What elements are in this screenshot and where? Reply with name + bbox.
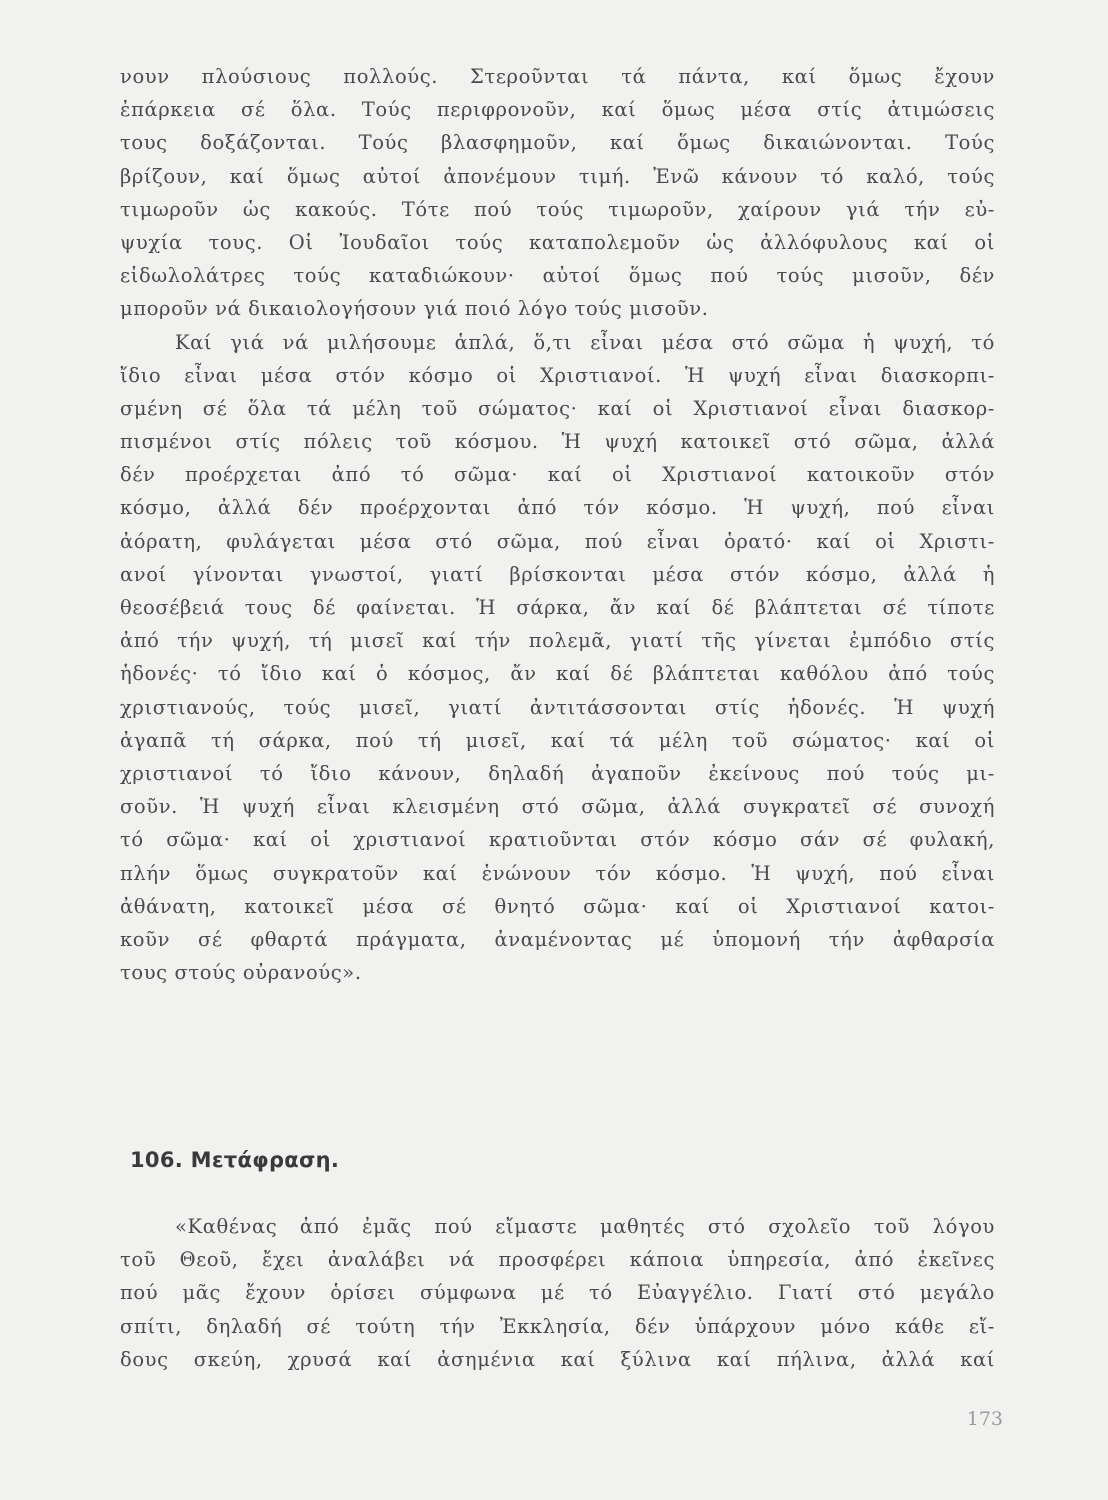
text-line: τό σῶμα· καί οἱ χριστιανοί κρατιοῦνται στόν κόσμο σάν σέ φυλακή, xyxy=(120,828,995,852)
text-line: κόσμο, ἀλλά δέν προέρχονται ἀπό τόν κόσμο. Ἡ ψυχή, πού εἶναι xyxy=(120,496,995,520)
section-heading: 106. Μετάφραση. xyxy=(130,1148,340,1172)
text-line: χριστιανοί τό ἴδιο κάνουν, δηλαδή ἀγαποῦν ἐκείνους πού τούς μι- xyxy=(120,761,995,785)
text-line: «Καθένας ἀπό ἐμᾶς πού εἴμαστε μαθητές στό σχολεῖο τοῦ λόγου xyxy=(175,1215,995,1238)
text-line: πισμένοι στίς πόλεις τοῦ κόσμου. Ἡ ψυχή κατοικεῖ στό σῶμα, ἀλλά xyxy=(120,430,995,454)
text-line: τιμωροῦν ὡς κακούς. Τότε πού τούς τιμωροῦν, χαίρουν γιά τήν εὐ- xyxy=(120,197,995,221)
text-line: Καί γιά νά μιλήσουμε ἁπλά, ὅ,τι εἶναι μέσα στό σῶμα ἡ ψυχή, τό xyxy=(175,330,995,354)
text-line: ψυχία τους. Οἱ Ἰουδαῖοι τούς καταπολεμοῦν ὡς ἀλλόφυλους καί οἱ xyxy=(120,230,995,254)
text-line: ἀόρατη, φυλάγεται μέσα στό σῶμα, πού εἶναι ὁρατό· καί οἱ Χριστι- xyxy=(120,529,995,553)
text-line: μποροῦν νά δικαιολογήσουν γιά ποιό λόγο τούς μισοῦν. xyxy=(120,297,709,321)
text-line: τοῦ Θεοῦ, ἔχει ἀναλάβει νά προσφέρει κάποια ὑπηρεσία, ἀπό ἐκεῖνες xyxy=(120,1248,995,1272)
text-line: ἀγαπᾶ τή σάρκα, πού τή μισεῖ, καί τά μέλη τοῦ σώματος· καί οἱ xyxy=(120,728,995,752)
text-line: ἡδονές· τό ἴδιο καί ὁ κόσμος, ἄν καί δέ βλάπτεται καθόλου ἀπό τούς xyxy=(120,662,995,686)
text-line: σοῦν. Ἡ ψυχή εἶναι κλεισμένη στό σῶμα, ἀλλά συγκρατεῖ σέ συνοχή xyxy=(120,795,995,819)
paragraph-continuation xyxy=(120,60,995,326)
text-line: πλήν ὅμως συγκρατοῦν καί ἑνώνουν τόν κόσμο. Ἡ ψυχή, πού εἶναι xyxy=(120,861,995,885)
paragraph-soul-analogy xyxy=(120,326,995,990)
page-number: 173 xyxy=(966,1408,1003,1430)
text-line: ἀπό τήν ψυχή, τή μισεῖ καί τήν πολεμᾶ, γιατί τῆς γίνεται ἐμπόδιο στίς xyxy=(120,629,995,653)
main-text xyxy=(120,60,995,989)
text-line: κοῦν σέ φθαρτά πράγματα, ἀναμένοντας μέ ὑπομονή τήν ἀφθαρσία xyxy=(120,927,995,951)
text-line: δέν προέρχεται ἀπό τό σῶμα· καί οἱ Χριστιανοί κατοικοῦν στόν xyxy=(120,463,995,487)
text-line: ἐπάρκεια σέ ὅλα. Τούς περιφρονοῦν, καί ὅμως μέσα στίς ἀτιμώσεις xyxy=(120,98,995,122)
text-line: ανοί γίνονται γνωστοί, γιατί βρίσκονται μέσα στόν κόσμο, ἀλλά ἡ xyxy=(120,562,995,586)
text-line: σμένη σέ ὅλα τά μέλη τοῦ σώματος· καί οἱ Χριστιανοί εἶναι διασκορ- xyxy=(120,396,995,420)
text-line: νουν πλούσιους πολλούς. Στεροῦνται τά πάντα, καί ὅμως ἔχουν xyxy=(120,65,995,88)
translation-text xyxy=(120,1210,995,1376)
text-line: δους σκεύη, χρυσά καί ἀσημένια καί ξύλινα καί πήλινα, ἀλλά καί xyxy=(120,1347,995,1371)
text-line: τους δοξάζονται. Τούς βλασφημοῦν, καί ὅμως δικαιώνονται. Τούς xyxy=(120,131,995,155)
text-line: χριστιανούς, τούς μισεῖ, γιατί ἀντιτάσσονται στίς ἡδονές. Ἡ ψυχή xyxy=(120,695,995,719)
text-line: τους στούς οὐρανούς». xyxy=(120,961,362,985)
text-line: ἴδιο εἶναι μέσα στόν κόσμο οἱ Χριστιανοί. Ἡ ψυχή εἶναι διασκορπι- xyxy=(120,363,995,387)
text-line: ἀθάνατη, κατοικεῖ μέσα σέ θνητό σῶμα· καί οἱ Χριστιανοί κατοι- xyxy=(120,894,995,918)
text-line: πού μᾶς ἔχουν ὁρίσει σύμφωνα μέ τό Εὐαγγέλιο. Γιατί στό μεγάλο xyxy=(120,1281,995,1305)
text-line: βρίζουν, καί ὅμως αὐτοί ἀπονέμουν τιμή. Ἐνῶ κάνουν τό καλό, τούς xyxy=(120,164,995,188)
text-line: σπίτι, δηλαδή σέ τούτη τήν Ἐκκλησία, δέν ὑπάρχουν μόνο κάθε εἴ- xyxy=(120,1314,995,1338)
text-line: εἰδωλολάτρες τούς καταδιώκουν· αὐτοί ὅμως πού τούς μισοῦν, δέν xyxy=(120,264,995,288)
text-line: θεοσέβειά τους δέ φαίνεται. Ἡ σάρκα, ἄν καί δέ βλάπτεται σέ τίποτε xyxy=(120,596,995,619)
